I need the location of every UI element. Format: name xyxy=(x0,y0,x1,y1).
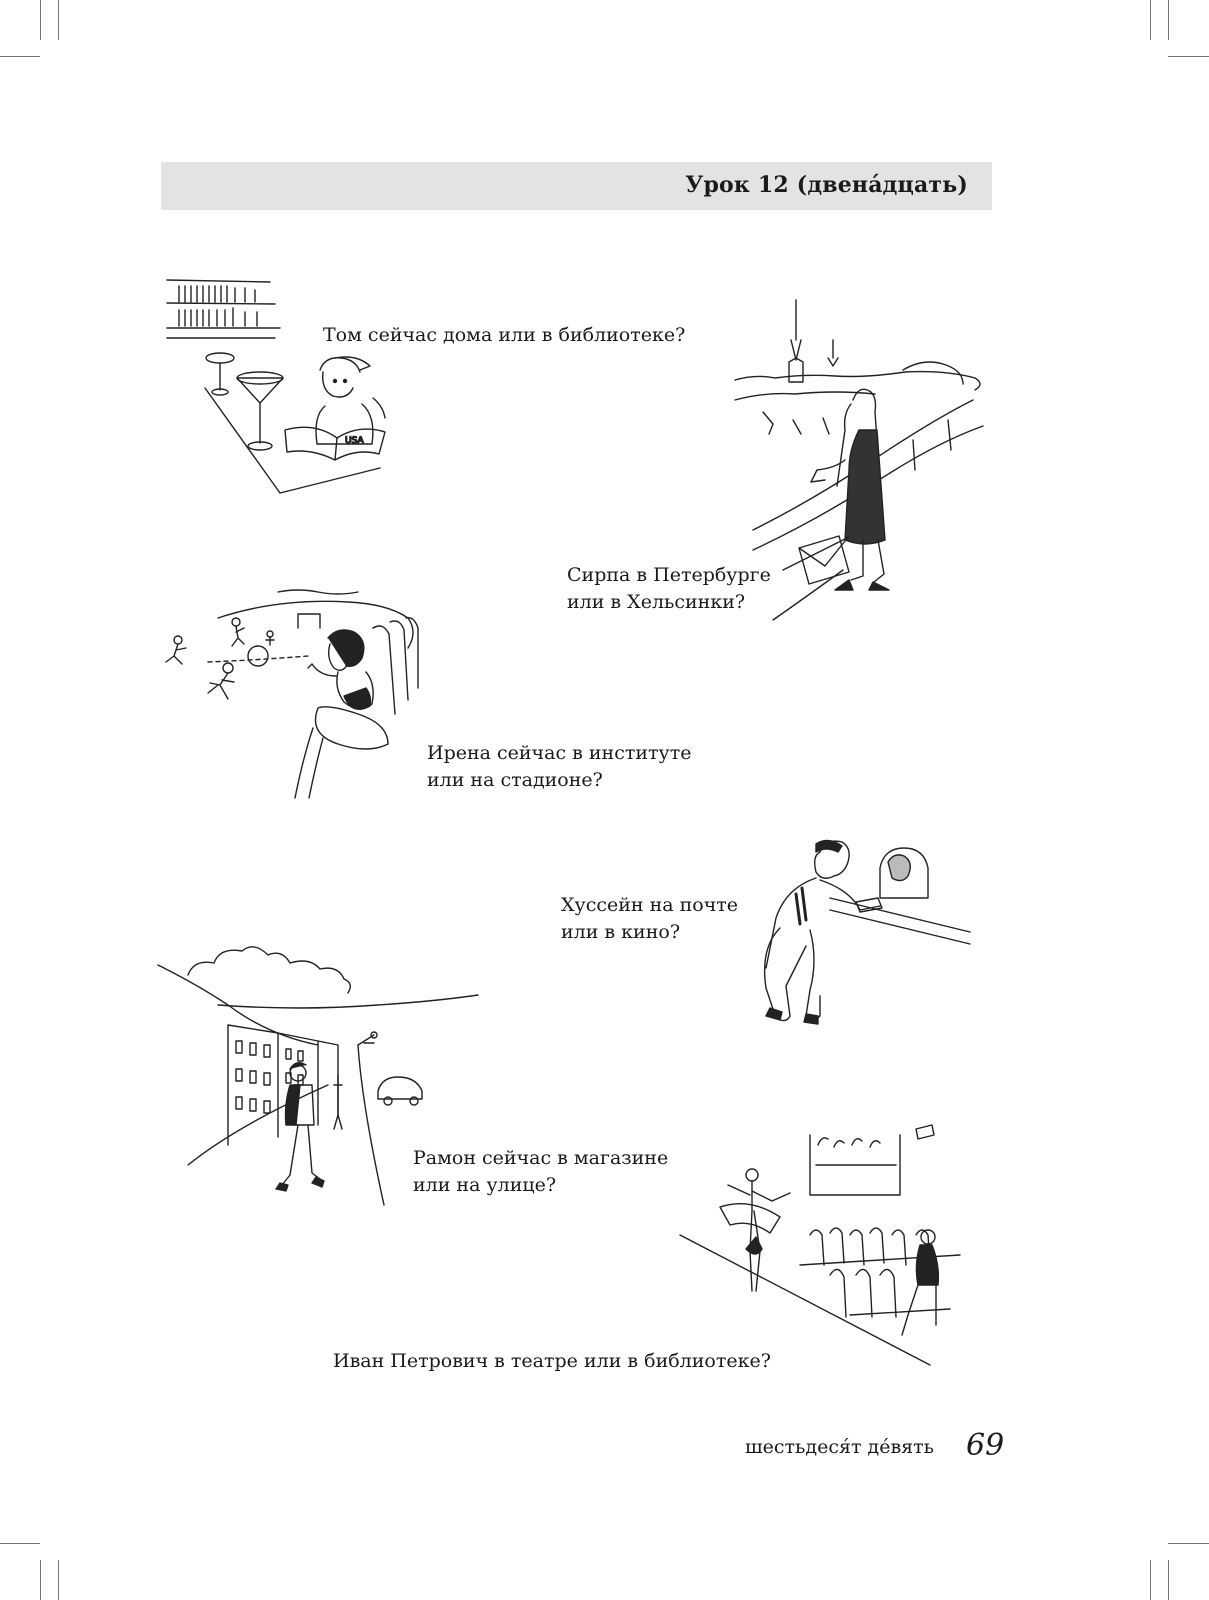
stadium-illustration xyxy=(158,588,428,808)
crop-mark xyxy=(40,1560,41,1600)
question-line: или в кино? xyxy=(561,921,681,943)
question-irena xyxy=(427,740,691,794)
crop-mark xyxy=(40,0,41,40)
crop-mark xyxy=(0,56,40,57)
library-illustration xyxy=(165,278,395,510)
page-number: 69 xyxy=(966,1428,1005,1463)
page-number-words: шестьдеся́т де́вять xyxy=(745,1436,935,1458)
crop-mark xyxy=(1168,1560,1169,1600)
question-line: или на улице? xyxy=(413,1174,557,1196)
question-line: Хуссейн на почте xyxy=(561,894,739,916)
crop-mark xyxy=(1168,56,1209,57)
post-office-illustration xyxy=(760,838,972,1028)
lesson-title: Урок 12 (двена́дцать) xyxy=(685,172,968,198)
book-label: USA xyxy=(345,436,364,446)
question-line: Иван Петрович в театре или в библиотеке? xyxy=(333,1350,771,1372)
question-ramon xyxy=(413,1145,668,1199)
crop-mark xyxy=(0,1543,40,1544)
question-line: Рамон сейчас в магазине xyxy=(413,1147,669,1169)
question-sirpa xyxy=(567,562,771,616)
question-line: Том сейчас дома или в библиотеке? xyxy=(323,324,686,346)
crop-mark xyxy=(58,0,59,40)
lesson-header xyxy=(161,162,992,210)
question-line: или в Хельсинки? xyxy=(567,591,746,613)
question-line: Ирена сейчас в институте xyxy=(427,742,692,764)
question-ivan xyxy=(333,1348,771,1375)
question-line: Сирпа в Петербурге xyxy=(567,564,771,586)
crop-mark xyxy=(1150,0,1151,40)
question-line: или на стадионе? xyxy=(427,769,603,791)
crop-mark xyxy=(1168,1543,1209,1544)
crop-mark xyxy=(58,1560,59,1600)
petersburg-illustration xyxy=(733,300,993,622)
question-hussein xyxy=(561,892,738,946)
theatre-illustration xyxy=(680,1125,975,1380)
question-tom xyxy=(323,322,685,349)
crop-mark xyxy=(1150,1560,1151,1600)
crop-mark xyxy=(1168,0,1169,40)
